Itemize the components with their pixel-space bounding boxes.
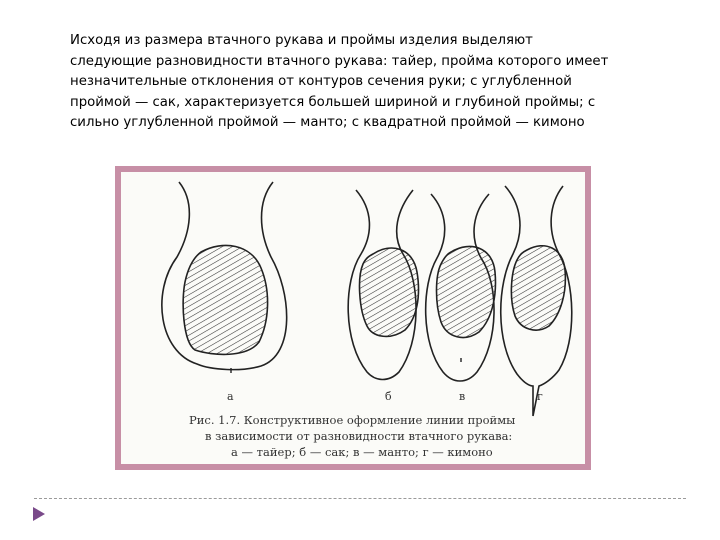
sleeve-diagrams [121, 172, 585, 464]
slide-text-line: Исходя из размера втачного рукава и проймы изделия выделяют [70, 33, 533, 48]
diagram-label-b: б [385, 390, 392, 403]
slide-text-line: следующие разновидности втачного рукава: тайер, пройма которого имеет [70, 53, 609, 69]
figure-caption [189, 413, 515, 459]
armhole-diagram-v [426, 194, 496, 381]
diagram-label-g: г [537, 390, 543, 403]
armhole-diagram-g [501, 186, 572, 416]
figure-caption-line: Рис. 1.7. Конструктивное оформление линии проймы [189, 413, 516, 427]
slide-text-line: проймой — сак, характеризуется большей шириной и глубиной проймы; с [70, 94, 596, 110]
figure-frame [115, 166, 591, 470]
diagram-label-a: а [227, 390, 234, 403]
figure-caption-line: в зависимости от разновидности втачного рукава: [205, 429, 513, 443]
footer-dashed-divider [34, 498, 686, 499]
figure-image [121, 172, 585, 464]
armhole-diagram-b [348, 190, 418, 380]
figure-caption-line: а — тайер; б — сак; в — манто; г — кимоно [231, 445, 493, 459]
slide-text-line: сильно углубленной проймой — манто; с квадратной проймой — кимоно [70, 115, 585, 130]
slide-body-text [70, 31, 670, 134]
triangle-right-icon[interactable] [32, 506, 46, 522]
armhole-diagram-a [162, 182, 287, 373]
diagram-label-v: в [459, 390, 466, 403]
slide-text-line: незначительные отклонения от контуров сечения руки; с углубленной [70, 74, 572, 89]
